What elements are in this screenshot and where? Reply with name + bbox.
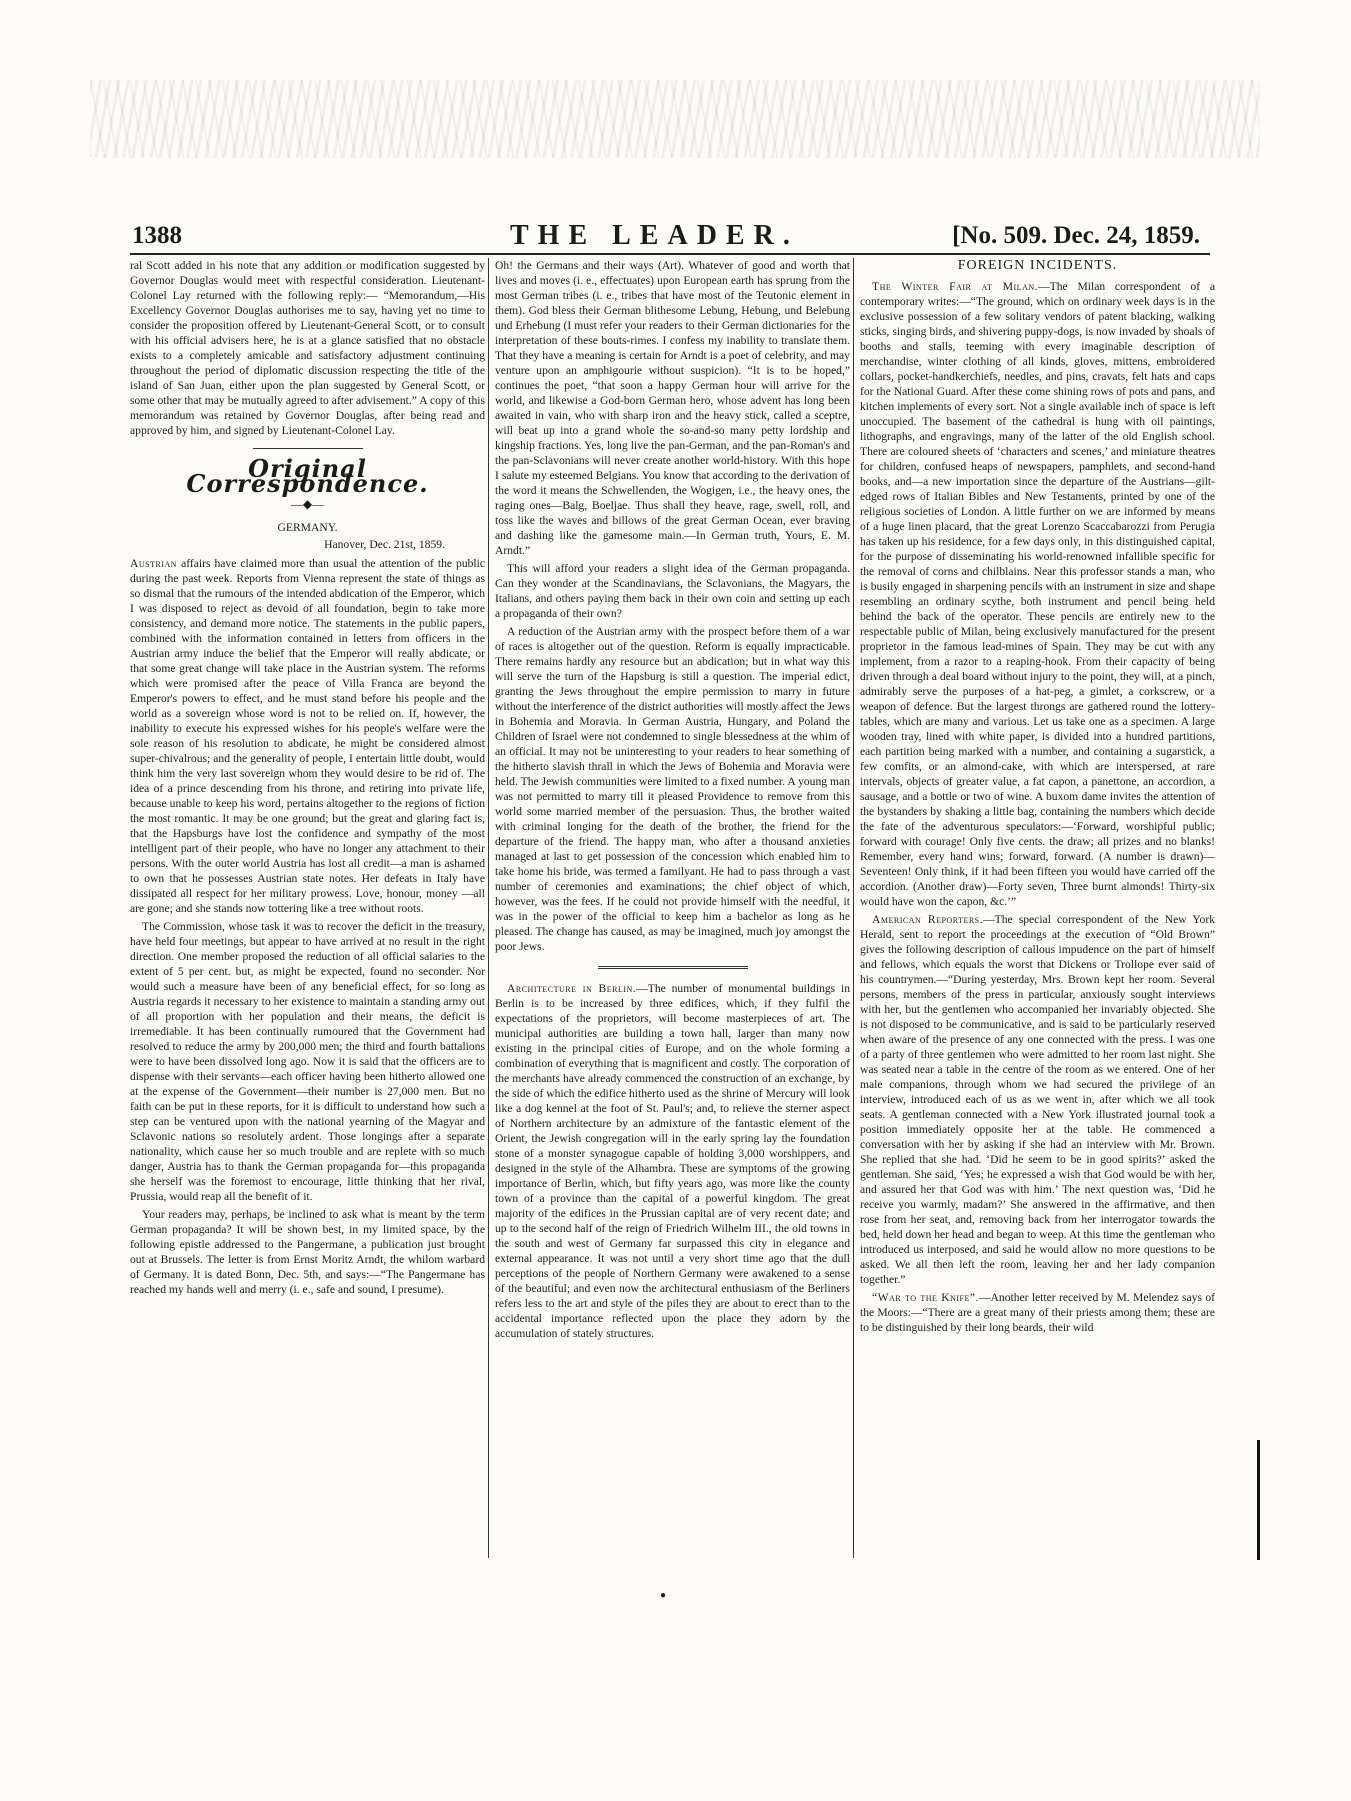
lead-word: “War to the Knife”. — [872, 1291, 979, 1304]
dateline: Hanover, Dec. 21st, 1859. — [324, 538, 445, 551]
article-paragraph: Oh! the Germans and their ways (Art). Whatever of good and worth that lives and moves (i. e., effectuates) upon European earth has sprung from the most German tribes (i. e., tribes that have most of the Teutonic element in them). God bless their German blithesome Lebung, Hebung, und Belebung und Erhebung (I must refer your readers to their German dictionaries for the interpretation of these bouts-rimes. I confess my inability to translate them. That they have a meaning is certain for Arndt is a poet of celebrity, and may venture upon an amphigourie without suspicion). “It is to be hoped,” continues the poet, “that soon a happy German hour will arrive for the world, and likewise a God-born German hero, whose advent has long been awaited in vain, who with sharp iron and the heavy stick, called a sceptre, will beat up into a grand whole the so-and-so many petty lordship and kingship fractions. Yes, long live the pan-German, and the pan-Roman's and the pan-Sclavonians will never create another world-history. With this hope I salute my esteemed Belgians. You know that according to the derivation of the word it means the Schwellenden, the Wogigen, i.e., the heavy ones, the raging ones—Balg, Boeljae. Thus shall they heave, rage, swell, roll, and toss like the waves and billows of the great German Ocean, ever braving and dashing like the gamesome main.—In German truth, Yours, E. M. Arndt.” — [495, 259, 850, 557]
divider — [253, 448, 363, 449]
article-paragraph — [495, 981, 850, 1341]
ink-dot: ● — [660, 1590, 667, 1601]
article-paragraph — [860, 1290, 1215, 1335]
column-2 — [495, 258, 850, 1558]
scan-artifact — [90, 80, 1260, 158]
ornament-divider: —◆— — [290, 497, 325, 511]
article-paragraph — [860, 279, 1215, 909]
divider — [598, 966, 748, 969]
page-number: 1388 — [132, 222, 182, 249]
lead-word: Architecture in Berlin. — [507, 982, 637, 995]
article-paragraph — [860, 912, 1215, 1287]
paragraph-text: —The number of monumental buildings in Berlin is to be increased by three edifices, which, if they fulfil the expectations of the proprietors, will become masterpieces of art. The municipal authorities are building a town hall, larger than many now existing in the principal cities of Europe, and on the whole forming a combination of everything that is magnificent and costly. The corporation of the merchants have already commenced the construction of an exchange, by the side of which the edifice hitherto used as the shrine of Mercury will look like a dog kennel at the foot of St. Paul's; and, to relieve the sterner aspect of Northern architecture by an admixture of the fantastic element of the Orient, the Jewish congregation will in the early spring lay the foundation stone of a monster synagogue capable of holding 3,000 worshippers, and designed in the style of the Alhambra. These are symptoms of the growing importance of Berlin, which, but fifty years ago, was more like the county town of a province than the capital of a powerful kingdom. The great majority of the edifices in the Prussian capital are of very recent date; and up to the second half of the reign of Friedrich Wilhelm III., the old towns in the south and west of Germany far surpassed this city in elegance and external appearance. It was not until a very short time ago that the dull perceptions of the people of Northern Germany were awakened to a sense of the beautiful; and even now the architectural enthusiasm of the Berliners refers less to the art and style of the piles they are about to erect than to the accidental importance reflected upon the place they adorn by the accumulation of stately structures. — [495, 982, 850, 1340]
paragraph-text: —The special correspondent of the New York Herald, sent to report the proceedings at the execution of “Old Brown” gives the following description of callous impudence on the part of himself and fellows, which equals the worst that Dickens or Trollope ever said of his countrymen.—“During yesterday, Mrs. Brown kept her room. Several persons, members of the press in particular, anxiously sought interviews with her, but the gentlemen who accompanied her invariably objected. She is not disposed to be communicative, and is said to be particularly reserved when aware of the presence of any one connected with the press. I was one of a party of three gentlemen who were admitted to her room last night. She was seated near a table in the centre of the room as we entered. One of her male companions, through whom we had secured the privilege of an interview, introduced each of us as we went in, after which we all took seats. A gentleman connected with a New York illustrated journal took a position immediately opposite her at the table. He commenced a conversation with her by asking if she had an interview with Mr. Brown. She replied that she had. ‘Did he seem to be in good spirits?’ asked the gentleman. She said, ‘Yes; he expressed a wish that God would be with her, and assured her that God was with him.’ The next question was, ‘Did he receive you warmly, madam?’ She answered in the affirmative, and then rose from her seat, and, removing back from her interrogator towards the bed, held down her head and began to weep. At this time the gentleman who introduced us interposed, and said he would allow no more questions to be asked. We all then left the room, leaving her and her lady companion together.” — [860, 913, 1215, 1286]
column-divider — [853, 258, 854, 1558]
country-heading: GERMANY. — [277, 521, 338, 534]
lead-word: The Winter Fair at Milan. — [872, 280, 1039, 293]
column-divider — [488, 258, 489, 1558]
margin-bar — [1257, 1440, 1260, 1560]
article-paragraph: This will afford your readers a slight idea of the German propaganda. Can they wonder at the Scandinavians, the Sclavonians, the Magyars, the Italians, and others paying them back in their own coin and setting up each a propaganda of their own? — [495, 562, 850, 620]
column-3 — [860, 258, 1215, 1558]
article-paragraph: The Commission, whose task it was to recover the deficit in the treasury, have held four meetings, but appear to have arrived at no result in the right direction. One member proposed the reduction of all official salaries to the extent of 5 per cent. but, as might be expected, found no seconder. Nor would such a measure have been of any beneficial effect, for so long as Austria regards it necessary to her existence to maintain a standing army out of all proportion with her population and their means, the deficit is irremediable. It has been continually rumoured that the Government had resolved to reduce the army by 200,000 men; the third and fourth battalions were to have been dissolved long ago. Now it is said that the officers are to dispense with their servants—each officer having been hitherto allowed one at the expense of the Government—their number is 27,000 men. But no faith can be put in these reports, for it is difficult to understand how such a step can be ventured upon with the national yearning of the Magyar and Sclavonic nations so resolutely ardent. Those longings after a separate nationality, which cause her so much trouble and are replete with so much danger, Austria has to thank the German propaganda for—this propaganda she herself was the foremost to encourage, little thinking that her rival, Prussia, would reap all the benefit of it. — [130, 920, 485, 1203]
article-paragraph — [130, 556, 485, 916]
article-paragraph: A reduction of the Austrian army with the prospect before them of a war of races is altogether out of the question. Reform is equally impracticable. There remains hardly any resource but an abdication; but in what way this will serve the turn of the Hapsburg is still a question. The imperial edict, granting the Jews throughout the empire permission to marry in future without the interference of the district authorities will mostly affect the Jews in Bohemia and Moravia. In German Austria, Hungary, and Poland the Children of Israel were not condemned to single blessedness at the whim of an official. It may not be uninteresting to your readers to hear something of the hitherto slavish thrall in which the Jews of Bohemia and Moravia were held. The Jewish communities were limited to a fixed number. A young man was not permitted to marry till it pleased Providence to remove from this world some married member of the persuasion. Thus, the brother waited with criminal longing for the death of the brother, the friend for the departure of the friend. The happy man, who after a thousand anxieties managed at last to get possession of the concession which enabled him to take home his bride, was termed a familyant. He had to pass through a vast number of ceremonies and examinations; the chief object of which, however, was the fees. If he could not provide himself with the needful, it was in the power of the official to keep him a bachelor as long as he pleased. The change has caused, as may be imagined, much joy amongst the poor Jews. — [495, 625, 850, 953]
column-1 — [130, 258, 485, 1558]
newspaper-title: THE LEADER. — [510, 220, 799, 251]
article-paragraph: ral Scott added in his note that any addition or modification suggested by Governor Douglas would meet with respectful consideration. Lieutenant-Colonel Lay returned with the following reply:— “Memorandum,—His Excellency Governor Douglas authorises me to say, having yet no time to consider the proposition offered by Lieutenant-General Scott, or to consult with his official advisers here, he is at a glance satisfied that no obstacle exists to a completely amicable and satisfactory adjustment continuing throughout the period of diplomatic discussion respecting the title of the island of San Juan, either upon the plan suggested by General Scott, or some other that may be mutually agreed to after advisement.” A copy of this memorandum was retained by Governor Douglas, after being read and approved by him, and signed by Lieutenant-Colonel Lay. — [130, 259, 485, 437]
paragraph-text: —Another letter received by M. Melendez says of the Moors:—“There are a great many of their priests among them; these are to be distinguished by their long beards, their wild — [860, 1291, 1215, 1334]
paragraph-text: affairs have claimed more than usual the attention of the public during the past week. Reports from Vienna represent the state of things as so dismal that the rumours of the intended abdication of the Emperor, which I was disposed to reject as devoid of all foundation, begin to take more consistency, and demand more notice. The statements in the public papers, combined with the information contained in letters from officers in the Austrian army induce the belief that the Emperor will really abdicate, or that some great change will take place in the Austrian system. The reforms which were promised after the peace of Villa Franca are beyond the Emperor's powers to effect, and he must stand before his people and the world as a sovereign whose word is not to be relied on. If, however, the inability to execute his expressed wishes for his people's welfare were the sole reason of his resolution to abdicate, he might be considered almost super-chivalrous; and the generality of people, I entertain little doubt, would think him the very last sovereign whom they would desire to be rid of. The idea of a prince descending from his throne, and retiring into private life, because unable to keep his word, pertains altogether to the regions of fiction the most romantic. It may be one ground; but the great and glaring fact is, that the Hapsburgs have lost the confidence and sympathy of the most intelligent part of their people, who have no longer any attachment to their persons. With the outer world Austria has lost all credit—a man is ashamed to own that he possesses Austrian state notes. Her defeats in Italy have dissipated all respect for her military prowess. Love, honour, money —all are gone; and she stands now tottering like a tree without roots. — [130, 557, 486, 915]
issue-date: [No. 509. Dec. 24, 1859. — [952, 222, 1200, 249]
section-title: Original Correspondence. — [186, 454, 429, 498]
lead-word: Austrian — [130, 557, 178, 570]
paragraph-text: —The Milan correspondent of a contemporary writes:—“The ground, which on ordinary week days is in the exclusive possession of a few solitary vendors of patent blacking, walking sticks, singing birds, and shivering puppy-dogs, is now invaded by shoals of booths and stalls, teeming with every imaginable description of merchandise, winter clothing of all kinds, gloves, mittens, embroidered collars, pocket-handkerchiefs, needles, and pins, cravats, felt hats and caps for the National Guard. After these come shining rows of pots and pans, and kitchen implements of every sort. Not a single available inch of space is left unoccupied. The basement of the cathedral is hung with oil paintings, lithographs, and engravings, many of the latter of the old English school. There are coloured sheets of ‘characters and scenes,’ and miniature theatres for children, confused heaps of newspapers, pamphlets, and second-hand books, and—a new importation since the departure of the Austrians—gilt-edged rows of Italian Bibles and New Testaments, printed by one of the religious societies of London. A little further on we are informed by means of a huge linen placard, that the great Lorenzo Scaccabarozzi from Perugia has taken up his residence, for a few days only, in this distinguished capital, for the purpose of disseminating his world-renowned infallible specific for the removal of corns and chilblains. Near this professor stands a man, who is busily engaged in sharpening pencils with an instrument in size and shape resembling an ordinary scythe, both instrument and pencil being held behind the back of the operator. These pencils are entirely new to the respectable public of Milan, being exclusively manufactured for the present proprietor in the famous lead-mines of Spain. They may be cut with any implement, from a razor to a reaping-hook. From their capacity of being driven through a deal board without injury to the point, they will, at a pinch, admirably serve the purposes of a hat-peg, a gimlet, a corkscrew, or a weapon of defence. But the largest throngs are gathered round the lottery-tables, which are many and various. Let us take one as a specimen. A large wooden tray, lined with white paper, is divided into a hundred partitions, each partition being marked with a number, and containing a sugarstick, a few comfits, or an almond-cake, with which are interspersed, at rare intervals, objects of greater value, a fat capon, a panettone, an accordion, a sausage, and a bottle or two of wine. A buxom dame invites the attention of the bystanders by shaking a little bag, containing the numbers which decide the fate of the adventurous speculators:—‘Forward, worshipful public; forward with courage! Only five cents. the draw; all prizes and no blanks! Remember, every hand wins; forward, forward. (A number is drawn)—Seventeen! Only think, if it had been fifteen you would have carried off the accordion. (Another draw)—Forty seven, Three burnt almonds! Thirty-six would have won the capon, &c.’” — [860, 280, 1215, 908]
header-rule — [130, 253, 1210, 255]
page-header — [90, 220, 1260, 250]
article-paragraph: Your readers may, perhaps, be inclined to ask what is meant by the term German propaganda? It will be shown best, in my limited space, by the following epistle addressed to the Pangermane, a publication just brought out at Brussels. The letter is from Ernst Moritz Arndt, the whilom warbard of Germany. It is dated Bonn, Dec. 5th, and says:—“The Pangermane has reached my hands well and merry (i. e., safe and sound, I presume). — [130, 1208, 485, 1296]
section-heading: FOREIGN INCIDENTS. — [957, 258, 1118, 273]
lead-word: American Reporters. — [872, 913, 984, 926]
